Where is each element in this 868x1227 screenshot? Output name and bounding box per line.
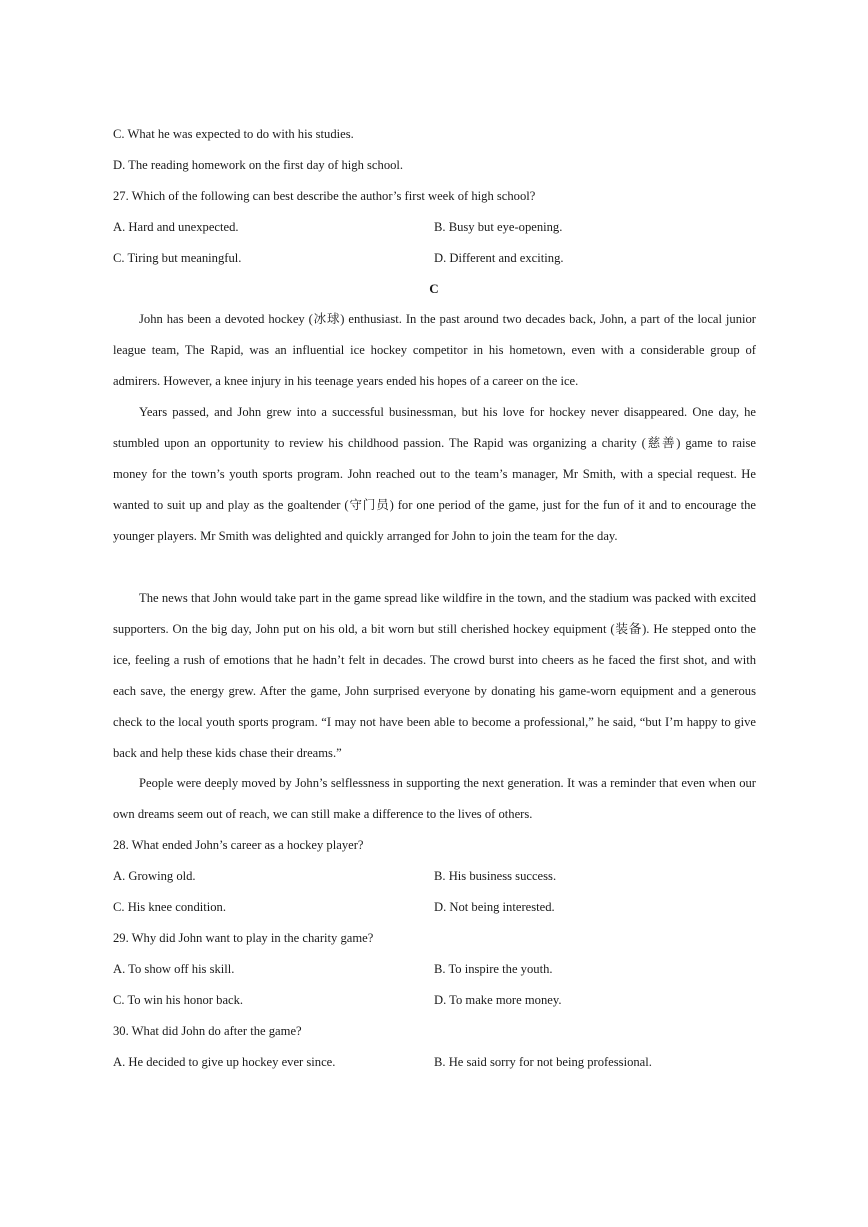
q28-option-d: D. Not being interested. bbox=[434, 900, 555, 914]
q26-option-d: D. The reading homework on the first day of high school. bbox=[113, 158, 404, 172]
q30-option-a: A. He decided to give up hockey ever since. bbox=[113, 1055, 336, 1069]
q29-option-d: D. To make more money. bbox=[434, 993, 562, 1007]
passage-paragraph-1: John has been a devoted hockey (冰球) enthusiast. In the past around two decades back, John, a part of the local junior league team, The Rapid, was an influential ice hockey competitor in his hometown, even with a considerable group of admirers. However, a knee injury in his teenage years ended his hopes of a career on the ice. bbox=[113, 312, 756, 388]
q28-option-c: C. His knee condition. bbox=[113, 900, 226, 914]
q30-stem: 30. What did John do after the game? bbox=[113, 1024, 302, 1038]
q28-stem: 28. What ended John’s career as a hockey player? bbox=[113, 838, 364, 852]
q27-option-b: B. Busy but eye-opening. bbox=[434, 220, 563, 234]
q29-stem: 29. Why did John want to play in the charity game? bbox=[113, 931, 374, 945]
q26-option-c: C. What he was expected to do with his studies. bbox=[113, 127, 354, 141]
q29-option-c: C. To win his honor back. bbox=[113, 993, 244, 1007]
passage-paragraph-2: Years passed, and John grew into a successful businessman, but his love for hockey never disappeared. One day, he stumbled upon an opportunity to review his childhood passion. The Rapid was organizing a charity (慈善) game to raise money for the town’s youth sports program. John reached out to the team’s manager, Mr Smith, with a special request. He wanted to suit up and play as the goaltender (守门员) for one period of the game, just for the fun of it and to encourage the younger players. Mr Smith was delighted and quickly arranged for John to join the team for the day. bbox=[113, 405, 756, 543]
passage-paragraph-3: The news that John would take part in the game spread like wildfire in the town, and the stadium was packed with excited supporters. On the big day, John put on his old, a bit worn but still cherished hockey equipment (装备). He stepped onto the ice, feeling a rush of emotions that he hadn’t felt in decades. The crowd burst into cheers as he faced the first shot, and with each save, the energy grew. After the game, John surprised everyone by donating his game-worn equipment and a generous check to the local youth sports program. “I may not have been able to become a professional,” he said, “but I’m happy to give back and help these kids chase their dreams.” bbox=[113, 591, 756, 760]
q29-option-b: B. To inspire the youth. bbox=[434, 962, 553, 976]
q30-option-b: B. He said sorry for not being professional. bbox=[434, 1055, 652, 1069]
q28-option-b: B. His business success. bbox=[434, 869, 557, 883]
q29-option-a: A. To show off his skill. bbox=[113, 962, 235, 976]
q27-option-d: D. Different and exciting. bbox=[434, 251, 564, 265]
q27-option-c: C. Tiring but meaningful. bbox=[113, 251, 242, 265]
q27-option-a: A. Hard and unexpected. bbox=[113, 220, 239, 234]
q28-option-a: A. Growing old. bbox=[113, 869, 196, 883]
passage-paragraph-4: People were deeply moved by John’s selflessness in supporting the next generation. It was a reminder that even when our own dreams seem out of reach, we can still make a difference to the lives of others. bbox=[113, 776, 756, 821]
q27-stem: 27. Which of the following can best describe the author’s first week of high school? bbox=[113, 189, 536, 203]
section-label: C bbox=[429, 281, 439, 296]
